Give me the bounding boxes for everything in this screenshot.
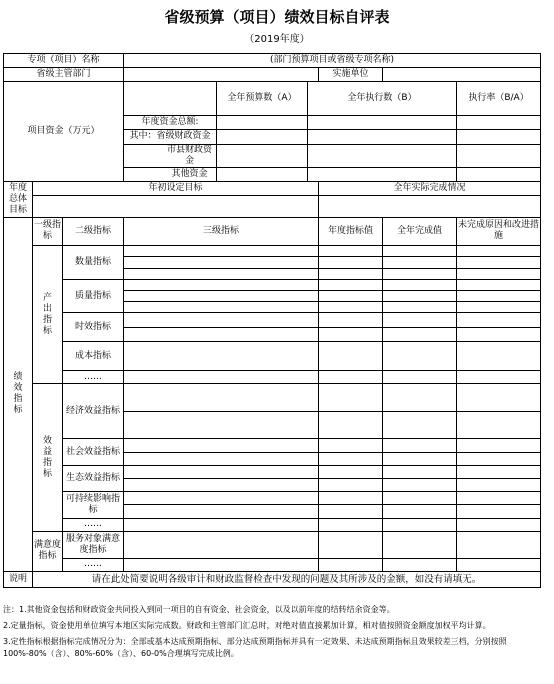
indicator-cell[interactable] xyxy=(383,479,457,492)
output-timeliness-label: 时效指标 xyxy=(63,313,124,341)
note-text[interactable]: 请在此处简要说明各级审计和财政监督检查中发现的问题及其所涉及的金额，如没有请填无。 xyxy=(33,571,541,587)
indicator-cell[interactable] xyxy=(383,327,457,341)
indicator-cell[interactable] xyxy=(383,246,457,257)
funds-blank-cell xyxy=(124,82,217,116)
indicator-cell[interactable] xyxy=(124,505,319,518)
indicator-cell[interactable] xyxy=(124,384,319,411)
fund-rate-cell[interactable] xyxy=(457,144,541,167)
indicator-cell[interactable] xyxy=(319,313,383,327)
indicator-cell[interactable] xyxy=(319,518,383,531)
indicator-cell[interactable] xyxy=(457,479,541,492)
indicator-cell[interactable] xyxy=(383,341,457,370)
indicator-cell[interactable] xyxy=(124,313,319,327)
initial-goal-header: 年初设定目标 xyxy=(33,182,319,196)
indicator-cell[interactable] xyxy=(319,559,383,571)
indicator-cell[interactable] xyxy=(319,302,383,313)
reason-header: 未完成原因和改进措施 xyxy=(457,217,541,245)
footnote-3: 3.定性指标根据指标完成情况分为：全部或基本达成预期指标、部分达成预期指标并具有一定效果、未达成预期指标且效果较差三档，分别按照100%-80%（含）、80%-60%（含）、60-0%合理填写完成比例。 xyxy=(3,637,507,658)
fund-budget-cell[interactable] xyxy=(217,167,308,181)
indicator-cell[interactable] xyxy=(319,327,383,341)
fund-row-label: 市县财政资金 xyxy=(124,144,217,167)
fund-budget-cell[interactable] xyxy=(217,130,308,144)
indicator-cell[interactable] xyxy=(319,246,383,257)
fund-rate-cell[interactable] xyxy=(457,116,541,130)
indicator-cell[interactable] xyxy=(319,465,383,478)
actual-completion-header: 全年实际完成情况 xyxy=(319,182,541,196)
indicator-cell[interactable] xyxy=(319,257,383,268)
indicator-cell[interactable] xyxy=(457,411,541,438)
effect-social-label: 社会效益指标 xyxy=(63,439,124,465)
satisfaction-label: 满意度指标 xyxy=(33,531,63,571)
output-more-label: …… xyxy=(63,371,124,384)
indicator-cell[interactable] xyxy=(457,327,541,341)
indicator-cell[interactable] xyxy=(457,492,541,505)
satisfaction-more-label: …… xyxy=(63,559,124,571)
indicator-cell[interactable] xyxy=(457,257,541,268)
indicator-cell[interactable] xyxy=(383,371,457,384)
indicator-cell[interactable] xyxy=(319,290,383,301)
indicator-cell[interactable] xyxy=(124,439,319,452)
level1-header: 一级指标 xyxy=(33,217,63,245)
indicator-cell[interactable] xyxy=(319,479,383,492)
indicator-cell[interactable] xyxy=(457,246,541,257)
indicator-cell[interactable] xyxy=(319,371,383,384)
indicator-cell[interactable] xyxy=(383,505,457,518)
fund-exec-cell[interactable] xyxy=(308,167,457,181)
indicator-cell[interactable] xyxy=(383,268,457,279)
project-name-label: 专项（项目）名称 xyxy=(4,54,124,68)
indicator-cell[interactable] xyxy=(383,313,457,327)
indicator-cell[interactable] xyxy=(383,302,457,313)
indicator-cell[interactable] xyxy=(124,452,319,465)
unit-label: 实施单位 xyxy=(319,68,383,82)
indicator-cell[interactable] xyxy=(457,302,541,313)
indicator-cell[interactable] xyxy=(457,505,541,518)
indicator-cell[interactable] xyxy=(457,518,541,531)
footnote-2: 2.定量指标，资金使用单位填写本地区实际完成数。财政和主管部门汇总时，对绝对值直接累加计算，相对值按照资金额度加权平均计算。 xyxy=(3,621,491,630)
indicator-cell[interactable] xyxy=(319,492,383,505)
indicator-cell[interactable] xyxy=(457,313,541,327)
indicator-cell[interactable] xyxy=(457,559,541,571)
indicator-cell[interactable] xyxy=(124,302,319,313)
indicator-cell[interactable] xyxy=(124,371,319,384)
fund-rate-cell[interactable] xyxy=(457,130,541,144)
level3-header: 三级指标 xyxy=(124,217,319,245)
col-rate-header: 执行率（B/A） xyxy=(457,82,541,116)
overall-goal-label: 年度总体目标 xyxy=(4,182,33,218)
indicator-cell[interactable] xyxy=(383,492,457,505)
page-title: 省级预算（项目）绩效目标自评表 xyxy=(164,8,390,26)
indicator-cell[interactable] xyxy=(457,371,541,384)
indicator-cell[interactable] xyxy=(383,257,457,268)
annual-value-header: 年度指标值 xyxy=(319,217,383,245)
indicator-cell[interactable] xyxy=(124,290,319,301)
indicator-cell[interactable] xyxy=(124,559,319,571)
indicator-cell[interactable] xyxy=(319,279,383,290)
fund-exec-cell[interactable] xyxy=(308,144,457,167)
footnotes xyxy=(3,604,543,664)
indicator-cell[interactable] xyxy=(383,279,457,290)
fund-row-label: 年度资金总额: xyxy=(124,116,217,130)
indicator-cell[interactable] xyxy=(124,465,319,478)
effect-economic-label: 经济效益指标 xyxy=(63,384,124,439)
output-quantity-label: 数量指标 xyxy=(63,246,124,280)
dept-field[interactable] xyxy=(124,68,319,82)
indicator-cell[interactable] xyxy=(383,559,457,571)
indicator-cell[interactable] xyxy=(383,439,457,452)
fund-row-label: 其他资金 xyxy=(124,167,217,181)
effect-label: 效益指标 xyxy=(33,384,63,531)
indicator-cell[interactable] xyxy=(457,341,541,370)
output-label: 产出指标 xyxy=(33,246,63,384)
indicator-cell[interactable] xyxy=(319,531,383,558)
indicator-cell[interactable] xyxy=(124,279,319,290)
initial-goal-field[interactable] xyxy=(33,196,319,217)
fund-rate-cell[interactable] xyxy=(457,167,541,181)
indicator-cell[interactable] xyxy=(383,465,457,478)
project-name-field[interactable]: (部门预算项目或省级专项名称) xyxy=(124,54,541,68)
indicator-cell[interactable] xyxy=(457,290,541,301)
note-label: 说明 xyxy=(4,571,33,587)
output-cost-label: 成本指标 xyxy=(63,341,124,370)
fund-budget-cell[interactable] xyxy=(217,116,308,130)
indicator-cell[interactable] xyxy=(124,341,319,370)
indicator-cell[interactable] xyxy=(457,465,541,478)
evaluation-form-table xyxy=(3,53,541,588)
year-subtitle: （2019年度） xyxy=(244,34,310,45)
indicator-cell[interactable] xyxy=(124,492,319,505)
col-budget-header: 全年预算数（A） xyxy=(217,82,308,116)
indicator-cell[interactable] xyxy=(124,246,319,257)
indicator-cell[interactable] xyxy=(124,257,319,268)
indicator-cell[interactable] xyxy=(457,279,541,290)
indicator-cell[interactable] xyxy=(383,384,457,411)
indicator-cell[interactable] xyxy=(124,518,319,531)
fund-exec-cell[interactable] xyxy=(308,116,457,130)
footnote-1: 注：1.其他资金包括和财政资金共同投入到同一项目的自有资金、社会资金，以及以前年度的结转结余资金等。 xyxy=(3,605,395,614)
indicator-cell[interactable] xyxy=(124,531,319,558)
effect-more-label: …… xyxy=(63,518,124,531)
dept-label: 省级主管部门 xyxy=(4,68,124,82)
effect-sustainable-label: 可持续影响指标 xyxy=(63,492,124,518)
funds-label: 项目资金（万元） xyxy=(4,82,124,182)
indicator-cell[interactable] xyxy=(457,268,541,279)
indicator-cell[interactable] xyxy=(457,452,541,465)
indicator-cell[interactable] xyxy=(319,268,383,279)
satisfaction-service-label: 服务对象满意度指标 xyxy=(63,531,124,558)
indicator-cell[interactable] xyxy=(319,439,383,452)
output-quality-label: 质量指标 xyxy=(63,279,124,313)
indicator-cell[interactable] xyxy=(319,505,383,518)
unit-field[interactable] xyxy=(383,68,541,82)
effect-ecological-label: 生态效益指标 xyxy=(63,465,124,491)
indicator-cell[interactable] xyxy=(319,411,383,438)
indicator-cell[interactable] xyxy=(383,531,457,558)
indicator-cell[interactable] xyxy=(124,479,319,492)
fund-exec-cell[interactable] xyxy=(308,130,457,144)
indicator-cell[interactable] xyxy=(124,327,319,341)
indicator-cell[interactable] xyxy=(383,518,457,531)
indicator-cell[interactable] xyxy=(319,341,383,370)
col-exec-header: 全年执行数（B） xyxy=(308,82,457,116)
indicator-cell[interactable] xyxy=(319,384,383,411)
perf-label: 绩效指标 xyxy=(4,217,33,571)
indicator-cell[interactable] xyxy=(383,411,457,438)
indicator-cell[interactable] xyxy=(124,268,319,279)
indicator-cell[interactable] xyxy=(383,290,457,301)
level2-header: 二级指标 xyxy=(63,217,124,245)
indicator-cell[interactable] xyxy=(457,384,541,411)
actual-completion-field[interactable] xyxy=(319,196,541,217)
indicator-cell[interactable] xyxy=(457,439,541,452)
indicator-cell[interactable] xyxy=(383,452,457,465)
indicator-cell[interactable] xyxy=(319,452,383,465)
fund-budget-cell[interactable] xyxy=(217,144,308,167)
fund-row-label: 其中：省级财政资金 xyxy=(124,130,217,144)
completed-value-header: 全年完成值 xyxy=(383,217,457,245)
indicator-cell[interactable] xyxy=(457,531,541,558)
indicator-cell[interactable] xyxy=(124,411,319,438)
